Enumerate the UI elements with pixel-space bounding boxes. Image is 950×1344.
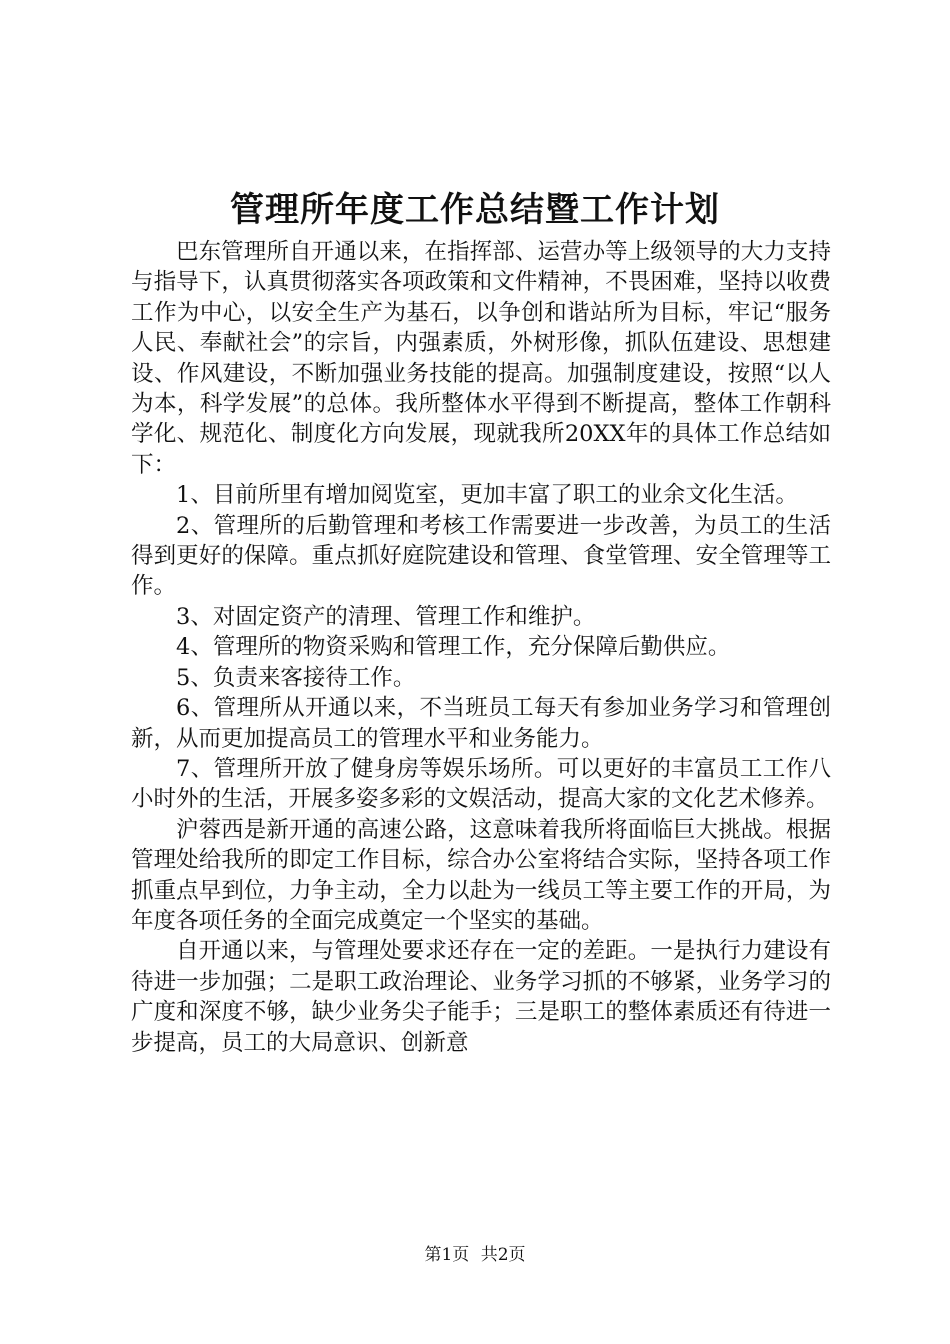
paragraph-item-3: 3、对固定资产的清理、管理工作和维护。 [176, 603, 596, 630]
paragraph-item-7: 7、管理所开放了健身房等娱乐场所。可以更好的丰富员工工作八小时外的生活，开展多姿多彩的文娱活动，提高大家的文化艺术修养。 [131, 755, 831, 813]
paragraph-challenge: 沪蓉西是新开通的高速公路，这意味着我所将面临巨大挑战。根据管理处给我所的即定工作目标，综合办公室将结合实际，坚持各项工作抓重点早到位，力争主动，全力以赴为一线员工等主要工作的开局，为年度各项任务的全面完成奠定一个坚实的基础。 [131, 816, 831, 934]
paragraph-gaps: 自开通以来，与管理处要求还存在一定的差距。一是执行力建设有待进一步加强；二是职工政治理论、业务学习抓的不够紧，业务学习的广度和深度不够，缺少业务尖子能手；三是职工的整体素质还有待进一步提高，员工的大局意识、创新意 [131, 938, 831, 1056]
footer-current-page: 第1页 [424, 1245, 470, 1265]
paragraph-item-4: 4、管理所的物资采购和管理工作，充分保障后勤供应。 [176, 634, 731, 661]
paragraph-intro: 巴东管理所自开通以来，在指挥部、运营办等上级领导的大力支持与指导下，认真贯彻落实各项政策和文件精神，不畏困难，坚持以收费工作为中心，以安全生产为基石，以争创和谐站所为目标，牢记“服务人民、奉献社会”的宗旨，内强素质，外树形像，抓队伍建设、思想建设、作风建设，不断加强业务技能的提高。加强制度建设，按照“以人为本，科学发展”的总体。我所整体水平得到不断提高，整体工作朝科学化、规范化、制度化方向发展，现就我所20XX年的具体工作总结如下： [131, 239, 831, 478]
page-footer [0, 1244, 950, 1266]
footer-total-pages: 共2页 [480, 1245, 526, 1265]
paragraph-item-6: 6、管理所从开通以来，不当班员工每天有参加业务学习和管理创新，从而更加提高员工的管理水平和业务能力。 [131, 695, 831, 752]
paragraph-item-1: 1、目前所里有增加阅览室，更加丰富了职工的业余文化生活。 [176, 482, 798, 509]
paragraph-item-2: 2、管理所的后勤管理和考核工作需要进一步改善，为员工的生活得到更好的保障。重点抓好庭院建设和管理、食堂管理、安全管理等工作。 [131, 512, 831, 600]
document-body [131, 237, 831, 1058]
document-title: 管理所年度工作总结暨工作计划 [230, 190, 720, 230]
paragraph-item-5: 5、负责来客接待工作。 [176, 664, 416, 691]
